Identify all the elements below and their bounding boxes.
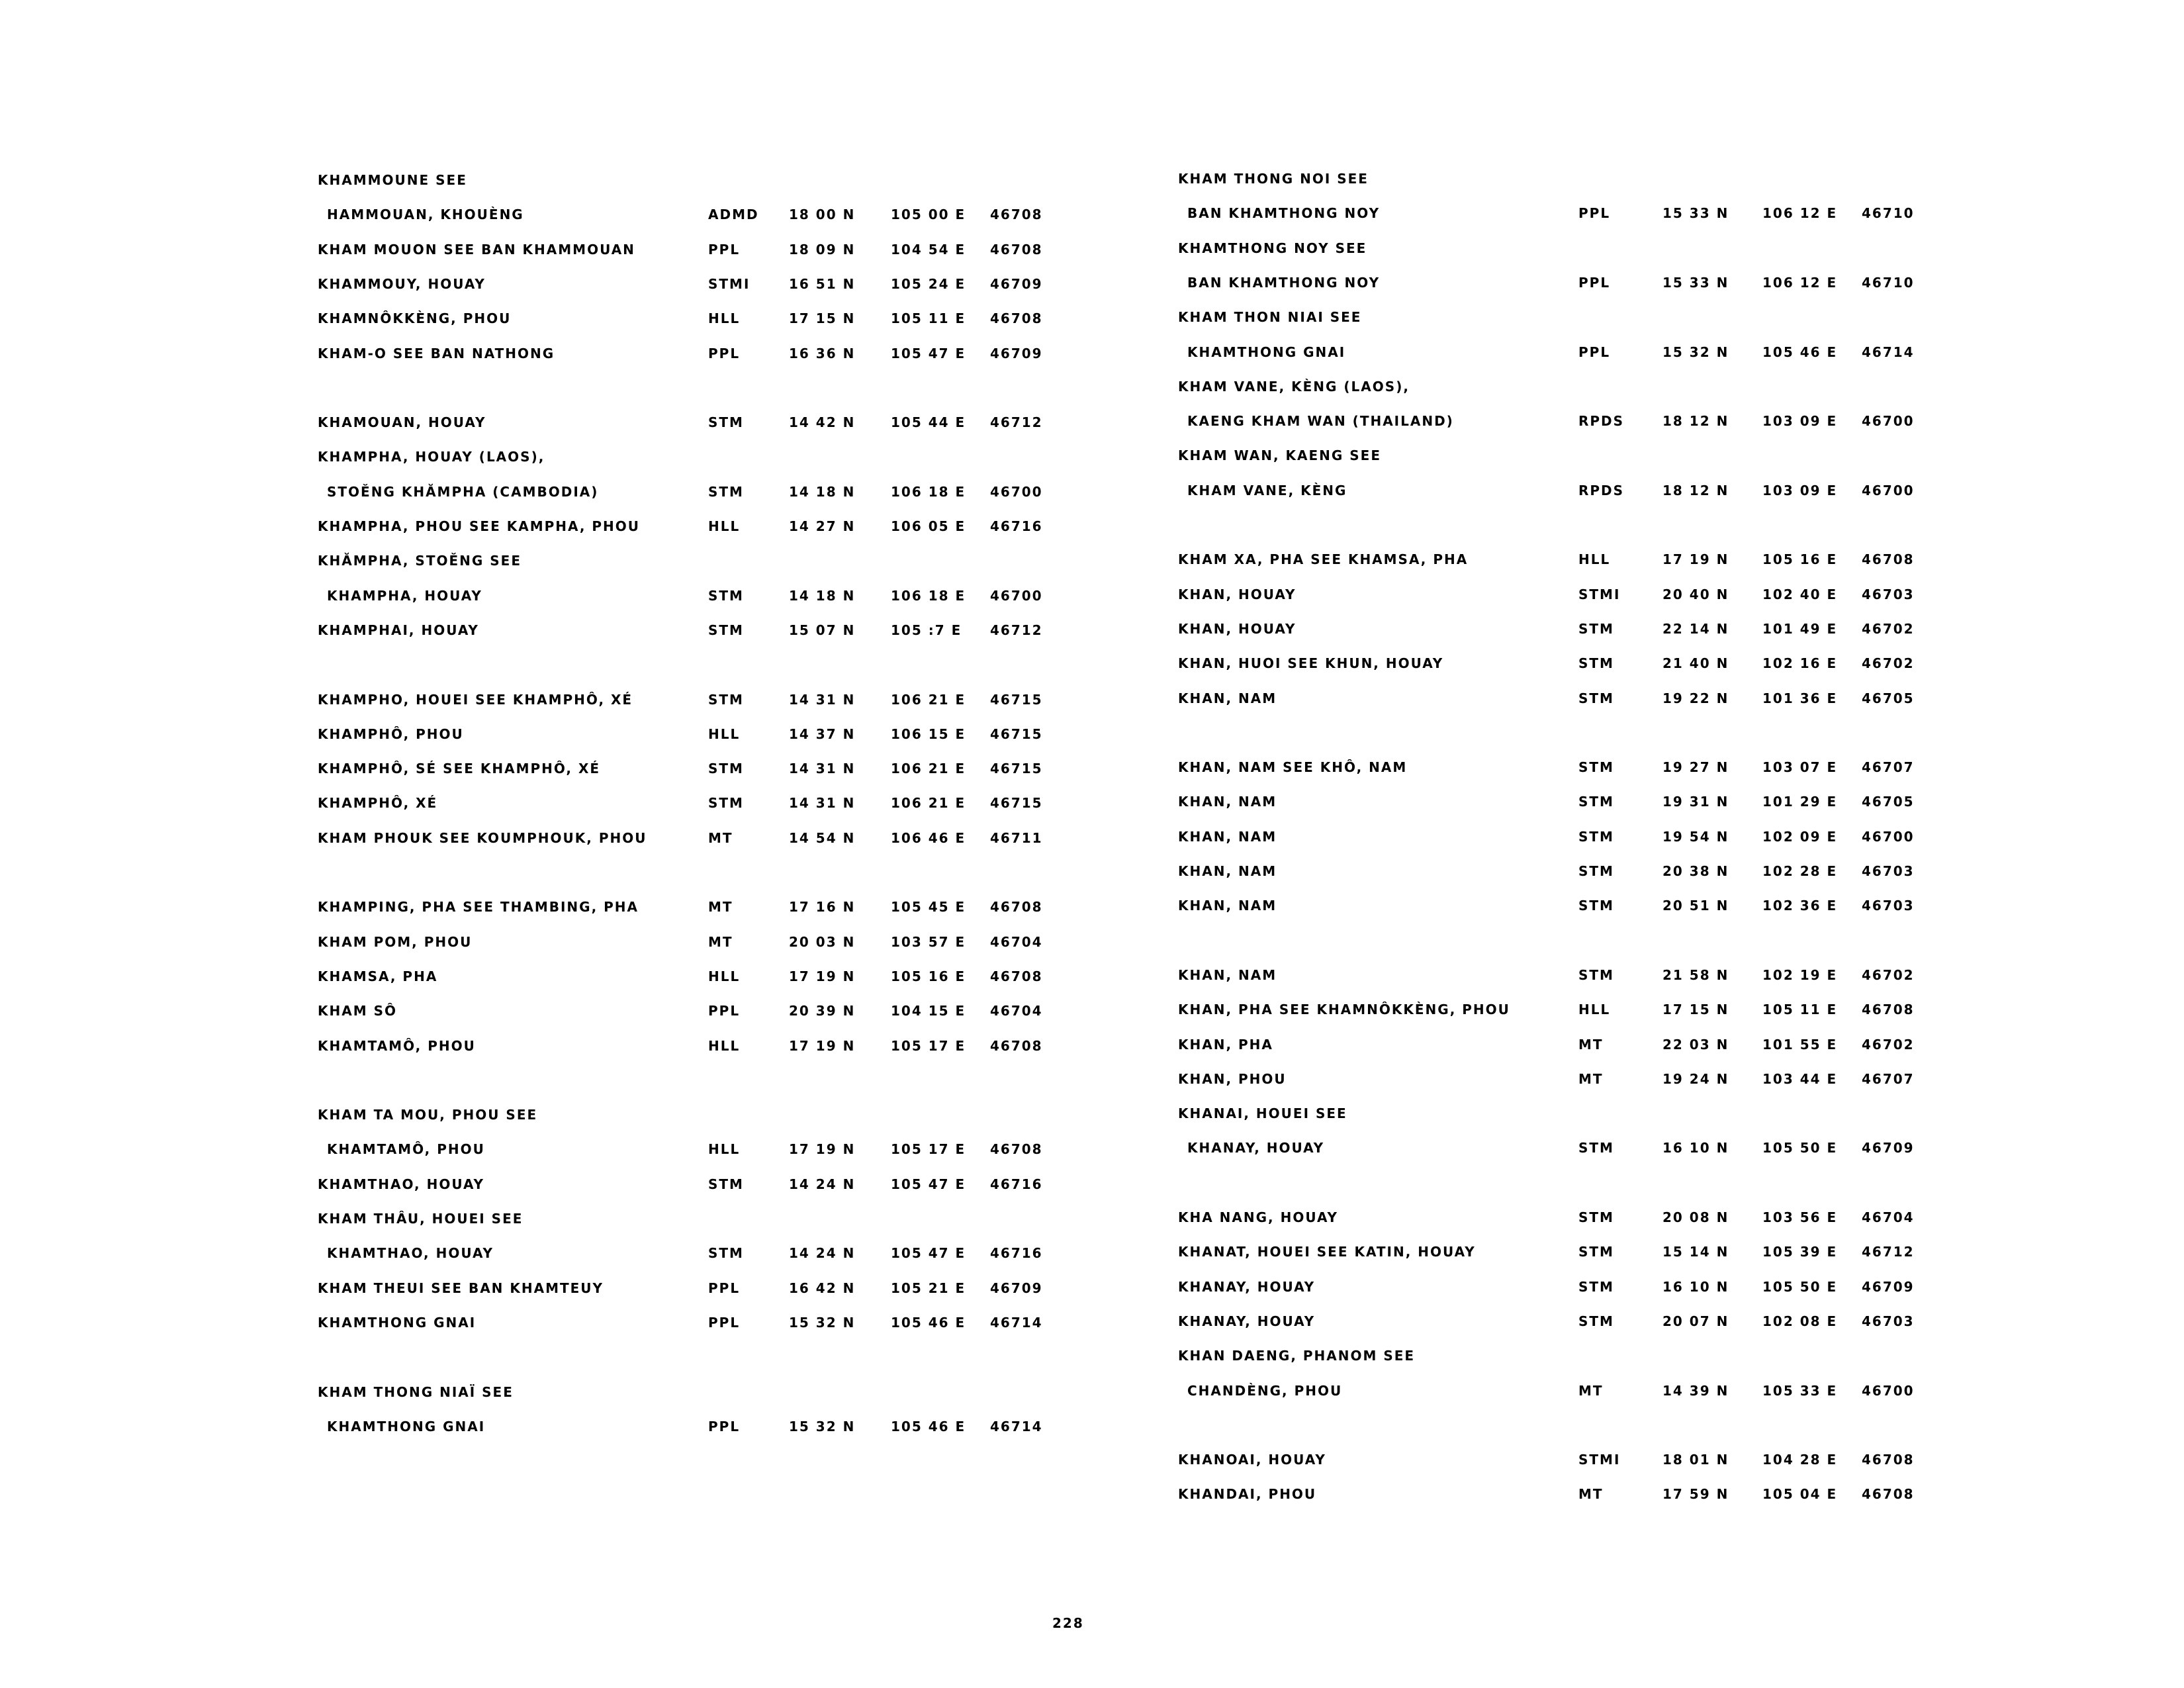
map-reference: 46708 — [990, 899, 1043, 915]
map-reference: 46700 — [1862, 828, 1915, 845]
entry-name: KHAM-O SEE BAN NATHONG — [318, 345, 555, 361]
entry-name: HAMMOUAN, KHOUÈNG — [327, 207, 524, 223]
map-reference: 46709 — [1862, 1140, 1915, 1156]
latitude: 18 00 N — [789, 207, 856, 223]
latitude: 14 31 N — [789, 691, 856, 708]
feature-code: STM — [1578, 1140, 1614, 1156]
latitude: 20 03 N — [789, 933, 856, 950]
entry-name: KHAMPHA, HOUAY — [327, 587, 482, 604]
latitude: 15 32 N — [1662, 344, 1729, 360]
longitude: 106 21 E — [891, 761, 966, 777]
feature-code: HLL — [1578, 551, 1611, 568]
longitude: 105 00 E — [891, 207, 966, 223]
latitude: 18 09 N — [789, 241, 856, 258]
map-reference: 46712 — [1862, 1244, 1915, 1260]
longitude: 103 09 E — [1762, 482, 1838, 498]
longitude: 105 17 E — [891, 1141, 966, 1158]
longitude: 103 57 E — [891, 933, 966, 950]
feature-code: STM — [708, 795, 744, 812]
map-reference: 46708 — [990, 241, 1043, 258]
entry-name: KHAM THEUI SEE BAN KHAMTEUY — [318, 1280, 604, 1296]
longitude: 105 16 E — [891, 968, 966, 984]
latitude: 18 12 N — [1662, 413, 1729, 430]
map-reference: 46709 — [990, 1280, 1043, 1296]
longitude: 105 45 E — [891, 899, 966, 915]
latitude: 16 42 N — [789, 1280, 856, 1296]
map-reference: 46716 — [990, 1176, 1043, 1192]
map-reference: 46714 — [990, 1314, 1043, 1331]
latitude: 22 14 N — [1662, 620, 1729, 637]
latitude: 20 39 N — [789, 1003, 856, 1019]
map-reference: 46705 — [1862, 690, 1915, 706]
latitude: 19 27 N — [1662, 759, 1729, 776]
map-reference: 46708 — [990, 1141, 1043, 1158]
latitude: 14 24 N — [789, 1245, 856, 1262]
map-reference: 46708 — [1862, 1486, 1915, 1503]
entry-name: KHANAI, HOUEI SEE — [1178, 1105, 1347, 1122]
map-reference: 46703 — [1862, 898, 1915, 914]
latitude: 17 19 N — [1662, 551, 1729, 568]
entry-name: KHAMPHÔ, XÉ — [318, 795, 438, 812]
latitude: 22 03 N — [1662, 1036, 1729, 1053]
latitude: 20 40 N — [1662, 586, 1729, 602]
entry-name: KHAMTHONG GNAI — [318, 1314, 477, 1331]
longitude: 104 28 E — [1762, 1452, 1838, 1468]
longitude: 105 50 E — [1762, 1278, 1838, 1295]
map-reference: 46709 — [990, 345, 1043, 361]
entry-name: KHANOAI, HOUAY — [1178, 1452, 1326, 1468]
map-reference: 46711 — [990, 829, 1043, 846]
longitude: 105 50 E — [1762, 1140, 1838, 1156]
longitude: 101 29 E — [1762, 794, 1838, 810]
feature-code: STM — [708, 414, 744, 431]
entry-name: KHAMPHA, PHOU SEE KAMPHA, PHOU — [318, 518, 641, 534]
longitude: 104 54 E — [891, 241, 966, 258]
longitude: 102 19 E — [1762, 966, 1838, 983]
feature-code: STM — [708, 761, 744, 777]
longitude: 105 46 E — [891, 1418, 966, 1434]
entry-name: KHAM SÔ — [318, 1003, 397, 1019]
map-reference: 46709 — [1862, 1278, 1915, 1295]
entry-name: KHAM THONG NIAÏ SEE — [318, 1383, 514, 1400]
latitude: 17 15 N — [1662, 1002, 1729, 1018]
feature-code: HLL — [1578, 1002, 1611, 1018]
map-reference: 46704 — [990, 1003, 1043, 1019]
entry-name: KHAN, HUOI SEE KHUN, HOUAY — [1178, 655, 1444, 672]
latitude: 20 51 N — [1662, 898, 1729, 914]
latitude: 14 37 N — [789, 726, 856, 742]
latitude: 14 24 N — [789, 1176, 856, 1192]
longitude: 105 :7 E — [891, 622, 962, 638]
entry-name: KHAM TA MOU, PHOU SEE — [318, 1107, 538, 1123]
feature-code: HLL — [708, 518, 741, 534]
map-reference: 46700 — [990, 483, 1043, 500]
latitude: 17 59 N — [1662, 1486, 1729, 1503]
latitude: 14 54 N — [789, 829, 856, 846]
longitude: 105 47 E — [891, 345, 966, 361]
feature-code: STM — [1578, 828, 1614, 845]
feature-code: MT — [1578, 1382, 1604, 1399]
longitude: 103 56 E — [1762, 1209, 1838, 1225]
latitude: 15 32 N — [789, 1418, 856, 1434]
map-reference: 46716 — [990, 1245, 1043, 1262]
entry-name: KHAM MOUON SEE BAN KHAMMOUAN — [318, 241, 635, 258]
entry-name: KHAMSA, PHA — [318, 968, 438, 984]
entry-name: KHAMTHONG NOY SEE — [1178, 240, 1367, 256]
entry-name: KHAM THON NIAI SEE — [1178, 309, 1362, 326]
entry-name: KHAN, PHA — [1178, 1036, 1273, 1053]
map-reference: 46700 — [1862, 482, 1915, 498]
map-reference: 46708 — [990, 207, 1043, 223]
map-reference: 46715 — [990, 726, 1043, 742]
feature-code: PPL — [708, 1314, 741, 1331]
entry-name: KHAN, NAM — [1178, 966, 1277, 983]
feature-code: MT — [1578, 1486, 1604, 1503]
longitude: 106 12 E — [1762, 205, 1838, 222]
longitude: 102 36 E — [1762, 898, 1838, 914]
entry-name: KHAN, NAM — [1178, 863, 1277, 879]
entry-name: CHANDÈNG, PHOU — [1187, 1382, 1343, 1399]
map-reference: 46715 — [990, 761, 1043, 777]
feature-code: STM — [708, 483, 744, 500]
map-reference: 46714 — [1862, 344, 1915, 360]
entry-name: KHAN, NAM — [1178, 898, 1277, 914]
longitude: 105 33 E — [1762, 1382, 1838, 1399]
entry-name: KHANAY, HOUAY — [1178, 1278, 1316, 1295]
feature-code: STMI — [1578, 1452, 1621, 1468]
map-reference: 46712 — [990, 414, 1043, 431]
latitude: 20 07 N — [1662, 1313, 1729, 1329]
feature-code: PPL — [1578, 344, 1611, 360]
map-reference: 46714 — [990, 1418, 1043, 1434]
feature-code: HLL — [708, 1037, 741, 1054]
longitude: 106 46 E — [891, 829, 966, 846]
map-reference: 46704 — [990, 933, 1043, 950]
map-reference: 46708 — [1862, 551, 1915, 568]
feature-code: PPL — [708, 1418, 741, 1434]
feature-code: HLL — [708, 968, 741, 984]
map-reference: 46716 — [990, 518, 1043, 534]
entry-name: KHANAY, HOUAY — [1178, 1313, 1316, 1329]
feature-code: MT — [708, 829, 733, 846]
latitude: 17 19 N — [789, 1037, 856, 1054]
longitude: 106 18 E — [891, 483, 966, 500]
feature-code: STM — [1578, 690, 1614, 706]
entry-name: KHAM VANE, KÈNG (LAOS), — [1178, 378, 1410, 395]
entry-name: KHAMMOUNE SEE — [318, 172, 467, 188]
map-reference: 46700 — [1862, 1382, 1915, 1399]
latitude: 16 36 N — [789, 345, 856, 361]
longitude: 103 09 E — [1762, 413, 1838, 430]
latitude: 14 18 N — [789, 587, 856, 604]
longitude: 102 08 E — [1762, 1313, 1838, 1329]
feature-code: MT — [1578, 1070, 1604, 1087]
map-reference: 46708 — [990, 968, 1043, 984]
map-reference: 46702 — [1862, 1036, 1915, 1053]
feature-code: STM — [1578, 1278, 1614, 1295]
map-reference: 46708 — [1862, 1002, 1915, 1018]
map-reference: 46702 — [1862, 620, 1915, 637]
longitude: 102 28 E — [1762, 863, 1838, 879]
latitude: 19 22 N — [1662, 690, 1729, 706]
feature-code: STM — [708, 1245, 744, 1262]
latitude: 14 18 N — [789, 483, 856, 500]
feature-code: STM — [1578, 759, 1614, 776]
feature-code: PPL — [708, 241, 741, 258]
map-reference: 46709 — [990, 275, 1043, 292]
feature-code: RPDS — [1578, 413, 1625, 430]
feature-code: STM — [1578, 655, 1614, 672]
entry-name: KHAMPHAI, HOUAY — [318, 622, 479, 638]
latitude: 15 32 N — [789, 1314, 856, 1331]
longitude: 106 21 E — [891, 691, 966, 708]
latitude: 18 12 N — [1662, 482, 1729, 498]
entry-name: KHAN, NAM — [1178, 794, 1277, 810]
feature-code: MT — [708, 899, 733, 915]
entry-name: KHAN, NAM — [1178, 690, 1277, 706]
entry-name: KHAMTAMÔ, PHOU — [327, 1141, 485, 1158]
feature-code: PPL — [708, 1003, 741, 1019]
latitude: 14 31 N — [789, 795, 856, 812]
entry-name: KHAM WAN, KAENG SEE — [1178, 447, 1382, 464]
map-reference: 46700 — [990, 587, 1043, 604]
latitude: 14 27 N — [789, 518, 856, 534]
longitude: 105 21 E — [891, 1280, 966, 1296]
latitude: 14 39 N — [1662, 1382, 1729, 1399]
feature-code: STM — [1578, 1313, 1614, 1329]
latitude: 21 40 N — [1662, 655, 1729, 672]
map-reference: 46715 — [990, 691, 1043, 708]
feature-code: STMI — [708, 275, 751, 292]
latitude: 14 42 N — [789, 414, 856, 431]
map-reference: 46705 — [1862, 794, 1915, 810]
entry-name: KHANAT, HOUEI SEE KATIN, HOUAY — [1178, 1244, 1476, 1260]
longitude: 105 04 E — [1762, 1486, 1838, 1503]
entry-name: KHAN, HOUAY — [1178, 586, 1297, 602]
feature-code: ADMD — [708, 207, 759, 223]
feature-code: STM — [1578, 898, 1614, 914]
entry-name: KHAM PHOUK SEE KOUMPHOUK, PHOU — [318, 829, 647, 846]
longitude: 103 44 E — [1762, 1070, 1838, 1087]
feature-code: STM — [1578, 1244, 1614, 1260]
page-number: 228 — [1052, 1615, 1084, 1631]
map-reference: 46707 — [1862, 1070, 1915, 1087]
longitude: 101 55 E — [1762, 1036, 1838, 1053]
latitude: 21 58 N — [1662, 966, 1729, 983]
entry-name: STOĚNG KHĂMPHA (CAMBODIA) — [327, 483, 599, 500]
longitude: 105 44 E — [891, 414, 966, 431]
map-reference: 46704 — [1862, 1209, 1915, 1225]
entry-name: KHAN DAENG, PHANOM SEE — [1178, 1348, 1416, 1364]
longitude: 101 36 E — [1762, 690, 1838, 706]
feature-code: PPL — [708, 345, 741, 361]
longitude: 106 05 E — [891, 518, 966, 534]
feature-code: HLL — [708, 1141, 741, 1158]
map-reference: 46703 — [1862, 1313, 1915, 1329]
entry-name: KHAN, PHA SEE KHAMNÔKKÈNG, PHOU — [1178, 1002, 1510, 1018]
latitude: 16 10 N — [1662, 1140, 1729, 1156]
latitude: 16 10 N — [1662, 1278, 1729, 1295]
longitude: 104 15 E — [891, 1003, 966, 1019]
latitude: 18 01 N — [1662, 1452, 1729, 1468]
entry-name: KHAM THÂU, HOUEI SEE — [318, 1211, 523, 1227]
entry-name: KHAMTHAO, HOUAY — [327, 1245, 494, 1262]
entry-name: KHAM XA, PHA SEE KHAMSA, PHA — [1178, 551, 1469, 568]
latitude: 16 51 N — [789, 275, 856, 292]
longitude: 102 09 E — [1762, 828, 1838, 845]
map-reference: 46700 — [1862, 413, 1915, 430]
latitude: 15 33 N — [1662, 274, 1729, 291]
map-reference: 46712 — [990, 622, 1043, 638]
entry-name: KHAM POM, PHOU — [318, 933, 473, 950]
entry-name: KHAMTHONG GNAI — [327, 1418, 486, 1434]
entry-name: KHAM THONG NOI SEE — [1178, 171, 1369, 187]
entry-name: KHAMPHA, HOUAY (LAOS), — [318, 449, 545, 465]
entry-name: BAN KHAMTHONG NOY — [1187, 274, 1381, 291]
entry-name: KHAMPHÔ, SÉ SEE KHAMPHÔ, XÉ — [318, 761, 601, 777]
longitude: 105 11 E — [891, 310, 966, 327]
longitude: 102 16 E — [1762, 655, 1838, 672]
latitude: 19 54 N — [1662, 828, 1729, 845]
entry-name: KHAMNÔKKÈNG, PHOU — [318, 310, 512, 327]
latitude: 17 15 N — [789, 310, 856, 327]
longitude: 106 12 E — [1762, 274, 1838, 291]
entry-name: BAN KHAMTHONG NOY — [1187, 205, 1381, 222]
longitude: 103 07 E — [1762, 759, 1838, 776]
feature-code: STM — [708, 622, 744, 638]
latitude: 14 31 N — [789, 761, 856, 777]
latitude: 15 33 N — [1662, 205, 1729, 222]
map-reference: 46708 — [990, 1037, 1043, 1054]
map-reference: 46703 — [1862, 863, 1915, 879]
latitude: 17 16 N — [789, 899, 856, 915]
feature-code: STM — [1578, 794, 1614, 810]
longitude: 105 46 E — [891, 1314, 966, 1331]
entry-name: KHĂMPHA, STOĚNG SEE — [318, 553, 522, 569]
entry-name: KHAMTHONG GNAI — [1187, 344, 1346, 360]
entry-name: KHAN, NAM — [1178, 828, 1277, 845]
feature-code: STM — [708, 587, 744, 604]
map-reference: 46702 — [1862, 966, 1915, 983]
map-reference: 46708 — [990, 310, 1043, 327]
entry-name: KHAMPING, PHA SEE THAMBING, PHA — [318, 899, 639, 915]
longitude: 105 11 E — [1762, 1002, 1838, 1018]
feature-code: STM — [1578, 966, 1614, 983]
feature-code: PPL — [1578, 205, 1611, 222]
longitude: 105 46 E — [1762, 344, 1838, 360]
longitude: 105 16 E — [1762, 551, 1838, 568]
longitude: 106 21 E — [891, 795, 966, 812]
feature-code: STM — [1578, 1209, 1614, 1225]
entry-name: KHAMOUAN, HOUAY — [318, 414, 486, 431]
latitude: 20 38 N — [1662, 863, 1729, 879]
entry-name: KHAMMOUY, HOUAY — [318, 275, 486, 292]
latitude: 19 31 N — [1662, 794, 1729, 810]
latitude: 17 19 N — [789, 1141, 856, 1158]
latitude: 19 24 N — [1662, 1070, 1729, 1087]
map-reference: 46702 — [1862, 655, 1915, 672]
longitude: 102 40 E — [1762, 586, 1838, 602]
feature-code: HLL — [708, 726, 741, 742]
longitude: 106 18 E — [891, 587, 966, 604]
entry-name: KHANAY, HOUAY — [1187, 1140, 1325, 1156]
feature-code: STM — [708, 1176, 744, 1192]
entry-name: KHAN, NAM SEE KHÔ, NAM — [1178, 759, 1408, 776]
entry-name: KHA NANG, HOUAY — [1178, 1209, 1339, 1225]
map-reference: 46715 — [990, 795, 1043, 812]
map-reference: 46708 — [1862, 1452, 1915, 1468]
entry-name: KHAN, PHOU — [1178, 1070, 1287, 1087]
feature-code: HLL — [708, 310, 741, 327]
feature-code: STM — [1578, 863, 1614, 879]
entry-name: KHAMPHO, HOUEI SEE KHAMPHÔ, XÉ — [318, 691, 633, 708]
longitude: 101 49 E — [1762, 620, 1838, 637]
latitude: 17 19 N — [789, 968, 856, 984]
feature-code: RPDS — [1578, 482, 1625, 498]
longitude: 105 47 E — [891, 1176, 966, 1192]
entry-name: KHAMTAMÔ, PHOU — [318, 1037, 476, 1054]
latitude: 20 08 N — [1662, 1209, 1729, 1225]
longitude: 105 47 E — [891, 1245, 966, 1262]
longitude: 105 39 E — [1762, 1244, 1838, 1260]
entry-name: KHAN, HOUAY — [1178, 620, 1297, 637]
entry-name: KHAMPHÔ, PHOU — [318, 726, 464, 742]
map-reference: 46707 — [1862, 759, 1915, 776]
entry-name: KAENG KHAM WAN (THAILAND) — [1187, 413, 1454, 430]
feature-code: PPL — [708, 1280, 741, 1296]
feature-code: STM — [708, 691, 744, 708]
feature-code: PPL — [1578, 274, 1611, 291]
entry-name: KHANDAI, PHOU — [1178, 1486, 1317, 1503]
feature-code: STM — [1578, 620, 1614, 637]
feature-code: STMI — [1578, 586, 1621, 602]
longitude: 105 17 E — [891, 1037, 966, 1054]
latitude: 15 07 N — [789, 622, 856, 638]
map-reference: 46710 — [1862, 205, 1915, 222]
feature-code: MT — [708, 933, 733, 950]
entry-name: KHAM VANE, KÈNG — [1187, 482, 1347, 498]
feature-code: MT — [1578, 1036, 1604, 1053]
longitude: 105 24 E — [891, 275, 966, 292]
latitude: 15 14 N — [1662, 1244, 1729, 1260]
map-reference: 46703 — [1862, 586, 1915, 602]
map-reference: 46710 — [1862, 274, 1915, 291]
entry-name: KHAMTHAO, HOUAY — [318, 1176, 485, 1192]
longitude: 106 15 E — [891, 726, 966, 742]
